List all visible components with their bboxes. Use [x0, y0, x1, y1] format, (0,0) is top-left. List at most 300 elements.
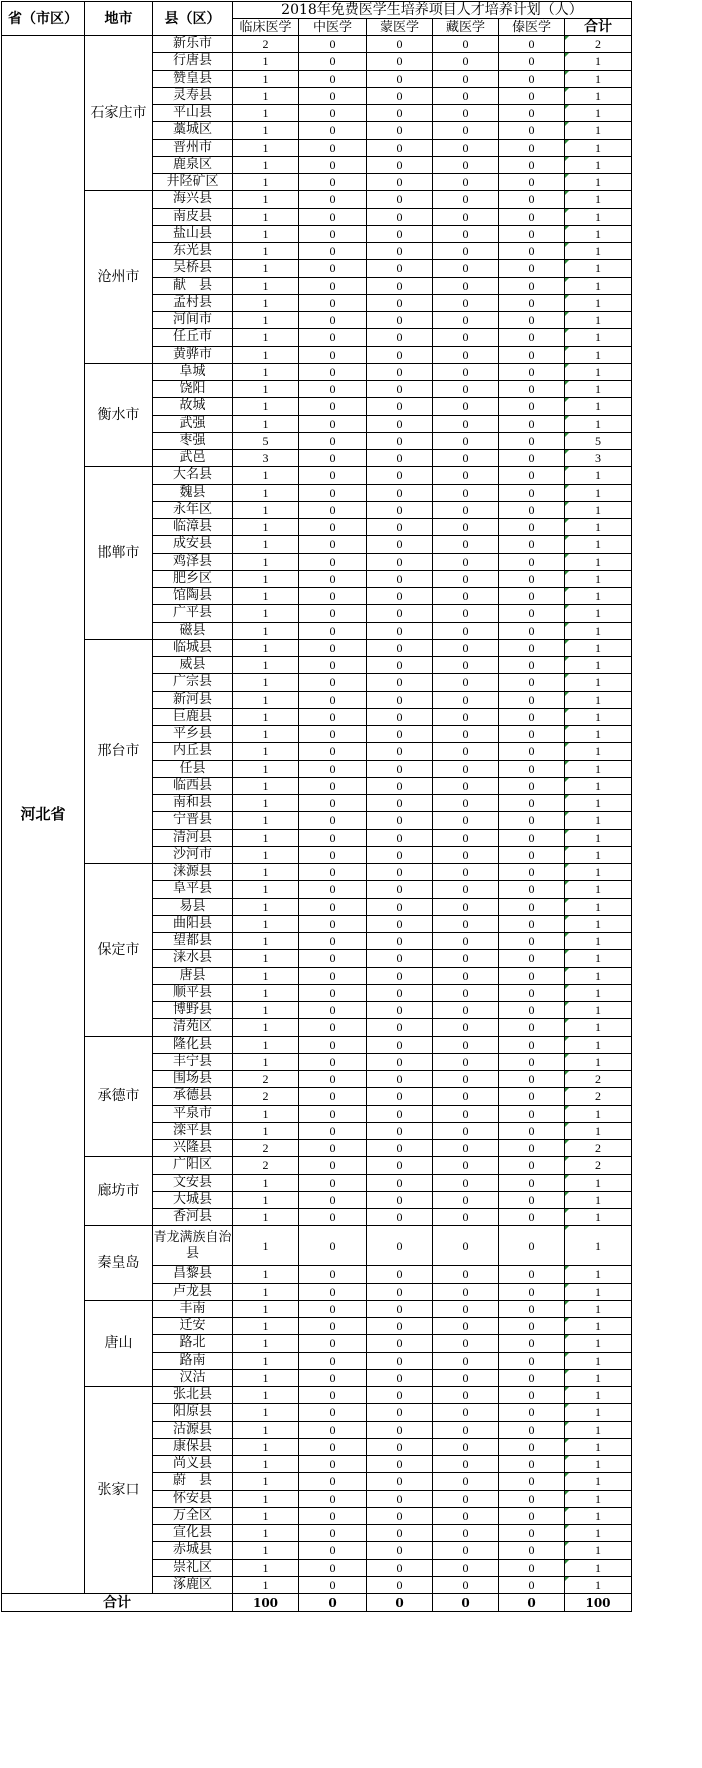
row-total-cell: 1 — [565, 553, 632, 570]
county-cell: 大名县 — [153, 467, 233, 484]
table-row — [2, 363, 632, 380]
value-cell: 1 — [233, 915, 299, 932]
value-cell: 0 — [299, 1473, 367, 1490]
value-cell: 0 — [367, 415, 433, 432]
county-cell: 孟村县 — [153, 294, 233, 311]
row-total-cell: 1 — [565, 1369, 632, 1386]
value-cell: 0 — [367, 812, 433, 829]
county-cell: 汉沽 — [153, 1369, 233, 1386]
county-cell: 涞源县 — [153, 864, 233, 881]
value-cell: 0 — [367, 467, 433, 484]
value-cell: 0 — [433, 950, 499, 967]
county-cell: 沙河市 — [153, 846, 233, 863]
row-total-cell: 1 — [565, 467, 632, 484]
value-cell: 0 — [299, 105, 367, 122]
value-cell: 0 — [367, 1576, 433, 1593]
value-cell: 0 — [433, 260, 499, 277]
value-cell: 0 — [433, 1525, 499, 1542]
row-total-cell: 1 — [565, 243, 632, 260]
value-cell: 1 — [233, 1122, 299, 1139]
value-cell: 0 — [499, 432, 565, 449]
value-cell: 0 — [499, 691, 565, 708]
value-cell: 0 — [367, 1157, 433, 1174]
row-total-cell: 1 — [565, 484, 632, 501]
row-total-cell: 1 — [565, 1283, 632, 1300]
row-total-cell: 1 — [565, 1542, 632, 1559]
value-cell: 0 — [433, 1404, 499, 1421]
value-cell: 0 — [499, 1542, 565, 1559]
value-cell: 0 — [499, 984, 565, 1001]
value-cell: 0 — [433, 657, 499, 674]
county-cell: 承德县 — [153, 1088, 233, 1105]
value-cell: 0 — [433, 122, 499, 139]
table-row — [2, 191, 632, 208]
city-header: 地市 — [85, 2, 153, 36]
county-cell: 南和县 — [153, 795, 233, 812]
value-cell: 0 — [499, 708, 565, 725]
value-cell: 0 — [299, 1266, 367, 1283]
value-cell: 0 — [499, 1490, 565, 1507]
county-header: 县（区） — [153, 2, 233, 36]
value-cell: 0 — [499, 294, 565, 311]
value-cell: 0 — [367, 432, 433, 449]
value-cell: 0 — [299, 1525, 367, 1542]
value-cell: 0 — [499, 726, 565, 743]
grand-total-value: 100 — [565, 1594, 632, 1612]
value-cell: 0 — [499, 605, 565, 622]
value-cell: 1 — [233, 1191, 299, 1208]
value-cell: 0 — [433, 294, 499, 311]
value-cell: 1 — [233, 812, 299, 829]
value-cell: 0 — [433, 208, 499, 225]
value-cell: 1 — [233, 139, 299, 156]
row-total-cell: 1 — [565, 519, 632, 536]
value-cell: 0 — [433, 864, 499, 881]
row-total-cell: 1 — [565, 1525, 632, 1542]
value-cell: 0 — [299, 398, 367, 415]
value-cell: 0 — [299, 674, 367, 691]
value-cell: 0 — [299, 450, 367, 467]
value-cell: 0 — [499, 1209, 565, 1226]
value-cell: 0 — [299, 708, 367, 725]
row-total-cell: 1 — [565, 795, 632, 812]
column-header-total: 合计 — [565, 19, 632, 36]
value-cell: 0 — [499, 1088, 565, 1105]
value-cell: 0 — [367, 553, 433, 570]
value-cell: 0 — [299, 53, 367, 70]
value-cell: 1 — [233, 1490, 299, 1507]
value-cell: 0 — [433, 312, 499, 329]
row-total-cell: 1 — [565, 1490, 632, 1507]
value-cell: 0 — [299, 898, 367, 915]
value-cell: 0 — [367, 708, 433, 725]
value-cell: 0 — [367, 1226, 433, 1266]
row-total-cell: 1 — [565, 777, 632, 794]
row-total-cell: 1 — [565, 1174, 632, 1191]
county-cell: 东光县 — [153, 243, 233, 260]
value-cell: 0 — [299, 553, 367, 570]
value-cell: 0 — [433, 1387, 499, 1404]
column-header: 傣医学 — [499, 19, 565, 36]
value-cell: 0 — [499, 1438, 565, 1455]
value-cell: 0 — [433, 536, 499, 553]
value-cell: 0 — [367, 329, 433, 346]
value-cell: 0 — [367, 260, 433, 277]
value-cell: 0 — [499, 674, 565, 691]
value-cell: 0 — [499, 1525, 565, 1542]
county-cell: 临漳县 — [153, 519, 233, 536]
value-cell: 1 — [233, 1369, 299, 1386]
value-cell: 0 — [499, 156, 565, 173]
value-cell: 0 — [367, 1266, 433, 1283]
value-cell: 1 — [233, 105, 299, 122]
row-total-cell: 1 — [565, 726, 632, 743]
row-total-cell: 1 — [565, 1559, 632, 1576]
row-total-cell: 1 — [565, 1226, 632, 1266]
row-total-cell: 1 — [565, 122, 632, 139]
value-cell: 0 — [367, 1318, 433, 1335]
value-cell: 1 — [233, 70, 299, 87]
city-cell: 秦皇岛 — [85, 1226, 153, 1301]
value-cell: 0 — [433, 1191, 499, 1208]
value-cell: 0 — [433, 1019, 499, 1036]
value-cell: 0 — [367, 53, 433, 70]
county-cell: 内丘县 — [153, 743, 233, 760]
value-cell: 0 — [367, 243, 433, 260]
value-cell: 1 — [233, 519, 299, 536]
value-cell: 0 — [499, 1335, 565, 1352]
value-cell: 0 — [367, 312, 433, 329]
county-cell: 吴桥县 — [153, 260, 233, 277]
value-cell: 2 — [233, 1088, 299, 1105]
row-total-cell: 1 — [565, 1019, 632, 1036]
value-cell: 0 — [499, 122, 565, 139]
value-cell: 0 — [499, 846, 565, 863]
value-cell: 0 — [433, 467, 499, 484]
value-cell: 0 — [299, 950, 367, 967]
value-cell: 1 — [233, 1002, 299, 1019]
value-cell: 1 — [233, 726, 299, 743]
value-cell: 0 — [433, 1507, 499, 1524]
table-row — [2, 1387, 632, 1404]
value-cell: 0 — [367, 657, 433, 674]
value-cell: 0 — [299, 1421, 367, 1438]
county-cell: 丰南 — [153, 1300, 233, 1317]
value-cell: 2 — [233, 1140, 299, 1157]
county-cell: 蔚 县 — [153, 1473, 233, 1490]
value-cell: 0 — [433, 795, 499, 812]
grand-total-value: 0 — [433, 1594, 499, 1612]
row-total-cell: 1 — [565, 1456, 632, 1473]
value-cell: 1 — [233, 657, 299, 674]
row-total-cell: 2 — [565, 1071, 632, 1088]
value-cell: 1 — [233, 1576, 299, 1593]
county-cell: 宣化县 — [153, 1525, 233, 1542]
value-cell: 0 — [299, 467, 367, 484]
row-total-cell: 1 — [565, 139, 632, 156]
county-cell: 盐山县 — [153, 225, 233, 242]
value-cell: 0 — [499, 260, 565, 277]
value-cell: 1 — [233, 1019, 299, 1036]
county-cell: 大城县 — [153, 1191, 233, 1208]
row-total-cell: 1 — [565, 329, 632, 346]
county-cell: 香河县 — [153, 1209, 233, 1226]
value-cell: 0 — [499, 1352, 565, 1369]
value-cell: 0 — [367, 864, 433, 881]
row-total-cell: 1 — [565, 1387, 632, 1404]
value-cell: 0 — [367, 1053, 433, 1070]
county-cell: 永年区 — [153, 501, 233, 518]
county-cell: 阜城 — [153, 363, 233, 380]
value-cell: 2 — [233, 1071, 299, 1088]
value-cell: 0 — [499, 1266, 565, 1283]
value-cell: 1 — [233, 1105, 299, 1122]
value-cell: 0 — [367, 1191, 433, 1208]
row-total-cell: 1 — [565, 1352, 632, 1369]
value-cell: 0 — [433, 1300, 499, 1317]
value-cell: 0 — [433, 829, 499, 846]
value-cell: 0 — [499, 87, 565, 104]
row-total-cell: 1 — [565, 70, 632, 87]
value-cell: 0 — [299, 1226, 367, 1266]
value-cell: 0 — [299, 1352, 367, 1369]
value-cell: 1 — [233, 536, 299, 553]
value-cell: 0 — [433, 933, 499, 950]
county-cell: 尚义县 — [153, 1456, 233, 1473]
value-cell: 0 — [299, 622, 367, 639]
value-cell: 1 — [233, 277, 299, 294]
value-cell: 1 — [233, 329, 299, 346]
city-cell: 邢台市 — [85, 639, 153, 863]
value-cell: 0 — [433, 277, 499, 294]
row-total-cell: 1 — [565, 1209, 632, 1226]
value-cell: 0 — [433, 743, 499, 760]
value-cell: 1 — [233, 984, 299, 1001]
value-cell: 0 — [499, 415, 565, 432]
county-cell: 成安县 — [153, 536, 233, 553]
grand-total-label: 合计 — [2, 1594, 233, 1612]
row-total-cell: 1 — [565, 174, 632, 191]
value-cell: 1 — [233, 467, 299, 484]
county-cell: 隆化县 — [153, 1036, 233, 1053]
county-cell: 临城县 — [153, 639, 233, 656]
value-cell: 0 — [499, 881, 565, 898]
row-total-cell: 1 — [565, 346, 632, 363]
value-cell: 0 — [433, 812, 499, 829]
value-cell: 0 — [299, 312, 367, 329]
value-cell: 0 — [499, 1157, 565, 1174]
row-total-cell: 1 — [565, 1266, 632, 1283]
value-cell: 1 — [233, 570, 299, 587]
county-cell: 海兴县 — [153, 191, 233, 208]
county-cell: 武强 — [153, 415, 233, 432]
value-cell: 1 — [233, 225, 299, 242]
table-row — [2, 1036, 632, 1053]
row-total-cell: 1 — [565, 225, 632, 242]
value-cell: 0 — [367, 346, 433, 363]
value-cell: 0 — [433, 1266, 499, 1283]
value-cell: 0 — [299, 829, 367, 846]
county-cell: 清苑区 — [153, 1019, 233, 1036]
county-cell: 路北 — [153, 1335, 233, 1352]
value-cell: 1 — [233, 191, 299, 208]
county-cell: 赤城县 — [153, 1542, 233, 1559]
value-cell: 0 — [433, 691, 499, 708]
value-cell: 0 — [299, 174, 367, 191]
value-cell: 0 — [299, 191, 367, 208]
column-header: 蒙医学 — [367, 19, 433, 36]
county-cell: 献 县 — [153, 277, 233, 294]
value-cell: 0 — [299, 1019, 367, 1036]
value-cell: 0 — [367, 501, 433, 518]
value-cell: 0 — [367, 1105, 433, 1122]
value-cell: 0 — [499, 915, 565, 932]
row-total-cell: 1 — [565, 708, 632, 725]
value-cell: 0 — [499, 864, 565, 881]
value-cell: 0 — [433, 1105, 499, 1122]
value-cell: 0 — [299, 501, 367, 518]
value-cell: 0 — [433, 519, 499, 536]
value-cell: 0 — [299, 1157, 367, 1174]
value-cell: 0 — [499, 225, 565, 242]
value-cell: 0 — [433, 1490, 499, 1507]
value-cell: 0 — [499, 1300, 565, 1317]
table-row — [2, 36, 632, 53]
row-total-cell: 1 — [565, 760, 632, 777]
value-cell: 0 — [367, 588, 433, 605]
grand-total-value: 0 — [367, 1594, 433, 1612]
row-total-cell: 1 — [565, 984, 632, 1001]
row-total-cell: 1 — [565, 674, 632, 691]
value-cell: 0 — [499, 139, 565, 156]
value-cell: 0 — [433, 1174, 499, 1191]
value-cell: 0 — [433, 1421, 499, 1438]
row-total-cell: 1 — [565, 915, 632, 932]
value-cell: 0 — [299, 87, 367, 104]
value-cell: 0 — [367, 570, 433, 587]
value-cell: 1 — [233, 674, 299, 691]
value-cell: 0 — [499, 53, 565, 70]
county-cell: 威县 — [153, 657, 233, 674]
value-cell: 0 — [299, 1387, 367, 1404]
value-cell: 0 — [299, 1283, 367, 1300]
value-cell: 0 — [433, 1559, 499, 1576]
county-cell: 清河县 — [153, 829, 233, 846]
value-cell: 0 — [499, 622, 565, 639]
value-cell: 0 — [433, 967, 499, 984]
value-cell: 0 — [367, 967, 433, 984]
row-total-cell: 1 — [565, 363, 632, 380]
row-total-cell: 1 — [565, 1105, 632, 1122]
value-cell: 1 — [233, 967, 299, 984]
value-cell: 0 — [299, 1490, 367, 1507]
county-cell: 任县 — [153, 760, 233, 777]
value-cell: 1 — [233, 1226, 299, 1266]
city-cell: 保定市 — [85, 864, 153, 1037]
row-total-cell: 1 — [565, 294, 632, 311]
table-row — [2, 864, 632, 881]
value-cell: 3 — [233, 450, 299, 467]
value-cell: 0 — [433, 588, 499, 605]
value-cell: 0 — [433, 225, 499, 242]
value-cell: 1 — [233, 260, 299, 277]
value-cell: 0 — [299, 381, 367, 398]
value-cell: 0 — [299, 1318, 367, 1335]
table-row — [2, 1226, 632, 1266]
county-cell: 河间市 — [153, 312, 233, 329]
value-cell: 0 — [433, 1456, 499, 1473]
value-cell: 1 — [233, 639, 299, 656]
value-cell: 1 — [233, 501, 299, 518]
value-cell: 0 — [499, 812, 565, 829]
row-total-cell: 1 — [565, 1300, 632, 1317]
value-cell: 0 — [299, 1122, 367, 1139]
row-total-cell: 2 — [565, 1088, 632, 1105]
row-total-cell: 1 — [565, 967, 632, 984]
row-total-cell: 2 — [565, 1157, 632, 1174]
row-total-cell: 1 — [565, 1318, 632, 1335]
value-cell: 0 — [367, 829, 433, 846]
county-cell: 昌黎县 — [153, 1266, 233, 1283]
county-cell: 博野县 — [153, 1002, 233, 1019]
value-cell: 0 — [367, 225, 433, 242]
value-cell: 2 — [233, 1157, 299, 1174]
county-cell: 新河县 — [153, 691, 233, 708]
value-cell: 1 — [233, 1542, 299, 1559]
value-cell: 1 — [233, 622, 299, 639]
row-total-cell: 1 — [565, 277, 632, 294]
value-cell: 0 — [433, 984, 499, 1001]
value-cell: 1 — [233, 415, 299, 432]
row-total-cell: 1 — [565, 1404, 632, 1421]
value-cell: 0 — [367, 743, 433, 760]
value-cell: 0 — [367, 1036, 433, 1053]
value-cell: 0 — [367, 1404, 433, 1421]
province-header: 省（市区） — [2, 2, 85, 36]
value-cell: 0 — [433, 1542, 499, 1559]
row-total-cell: 1 — [565, 829, 632, 846]
value-cell: 0 — [299, 536, 367, 553]
row-total-cell: 1 — [565, 260, 632, 277]
column-header: 临床医学 — [233, 19, 299, 36]
value-cell: 0 — [499, 1019, 565, 1036]
row-total-cell: 1 — [565, 743, 632, 760]
value-cell: 1 — [233, 312, 299, 329]
value-cell: 1 — [233, 87, 299, 104]
value-cell: 0 — [433, 1438, 499, 1455]
value-cell: 0 — [499, 1387, 565, 1404]
county-cell: 曲阳县 — [153, 915, 233, 932]
city-cell: 石家庄市 — [85, 36, 153, 191]
value-cell: 1 — [233, 53, 299, 70]
value-cell: 0 — [499, 1318, 565, 1335]
value-cell: 0 — [367, 1335, 433, 1352]
value-cell: 0 — [367, 363, 433, 380]
value-cell: 0 — [367, 1088, 433, 1105]
value-cell: 0 — [367, 933, 433, 950]
value-cell: 0 — [367, 1456, 433, 1473]
value-cell: 0 — [299, 760, 367, 777]
value-cell: 0 — [433, 553, 499, 570]
value-cell: 0 — [367, 1525, 433, 1542]
value-cell: 0 — [367, 208, 433, 225]
value-cell: 0 — [367, 726, 433, 743]
value-cell: 0 — [433, 174, 499, 191]
county-cell: 滦平县 — [153, 1122, 233, 1139]
county-cell: 万全区 — [153, 1507, 233, 1524]
county-cell: 鹿泉区 — [153, 156, 233, 173]
row-total-cell: 1 — [565, 657, 632, 674]
